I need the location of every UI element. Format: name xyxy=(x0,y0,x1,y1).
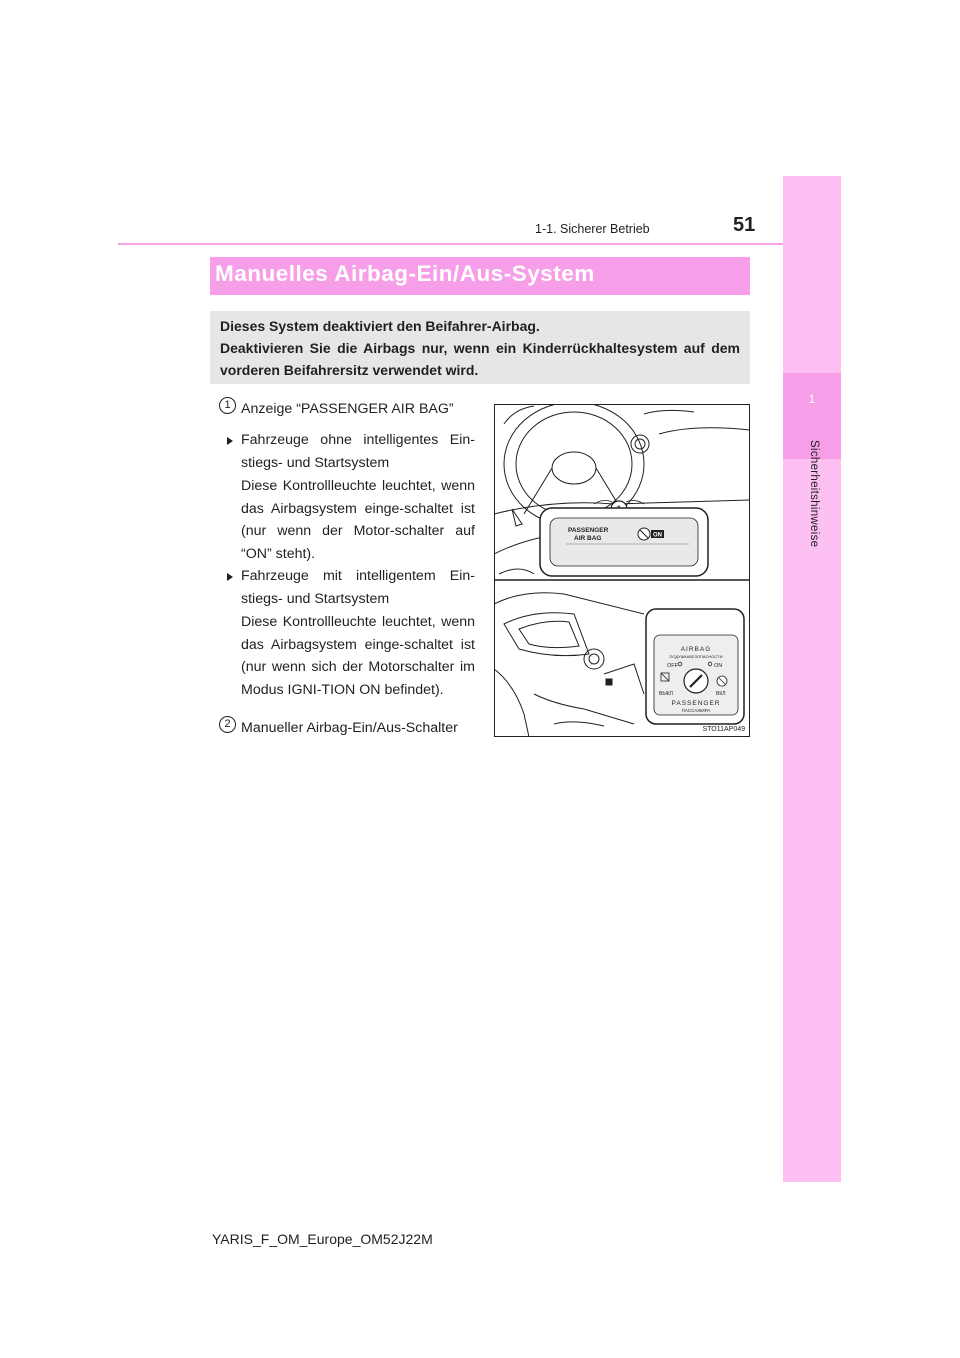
svg-text:ON: ON xyxy=(653,532,662,539)
item-2-number: 2 xyxy=(219,716,236,733)
svg-text:ВКЛ: ВКЛ xyxy=(716,691,726,697)
svg-text:OFF: OFF xyxy=(667,663,678,669)
passenger-airbag-indicator xyxy=(540,508,708,576)
svg-text:ПОДУШКАБЕЗОПАСНОСТИ: ПОДУШКАБЕЗОПАСНОСТИ xyxy=(669,654,723,659)
intro-text xyxy=(220,315,740,381)
page-title: Manuelles Airbag-Ein/Aus-System xyxy=(215,261,595,286)
airbag-manual-switch xyxy=(646,609,744,724)
svg-text:PASSENGER: PASSENGER xyxy=(671,700,721,707)
chapter-label: Sicherheitshinweise xyxy=(808,440,820,548)
item-1-sub2-heading: Fahrzeuge mit intelligentem Ein-stiegs- und Startsystem xyxy=(241,568,475,607)
item-1-sub1-text: Diese Kontrollleuchte leuchtet, wenn das Airbagsystem einge-schaltet ist (nur wenn der Motor-schalter auf “ON” steht). xyxy=(241,478,475,562)
intro-line-1: Dieses System deaktiviert den Beifahrer-Airbag. xyxy=(220,318,540,334)
item-1-sub2-text: Diese Kontrollleuchte leuchtet, wenn das Airbagsystem einge-schaltet ist (nur wenn sich der Motorschalter im Modus IGNI-TION ON befindet). xyxy=(241,614,475,698)
item-1-title: Anzeige “PASSENGER AIR BAG” xyxy=(241,401,454,417)
svg-text:PASSENGER: PASSENGER xyxy=(568,527,609,534)
svg-text:ON: ON xyxy=(714,663,723,669)
svg-text:AIRBAG: AIRBAG xyxy=(680,646,712,653)
footer-code: YARIS_F_OM_Europe_OM52J22M xyxy=(212,1231,433,1247)
bullet-triangle-icon xyxy=(227,437,233,445)
header-rule xyxy=(118,243,783,245)
page-number: 51 xyxy=(733,214,756,236)
bullet-triangle-icon xyxy=(227,573,233,581)
chapter-tab xyxy=(783,176,841,1182)
figure-code: STO11AP049 xyxy=(702,726,745,733)
svg-text:ВЫКЛ: ВЫКЛ xyxy=(659,691,673,697)
intro-line-2: Deaktivieren Sie die Airbags nur, wenn ein Kinderrückhaltesystem auf dem vorderen Beifahrersitz verwendet wird. xyxy=(220,340,740,378)
item-1-sub1-heading: Fahrzeuge ohne intelligentes Ein-stiegs- und Startsystem xyxy=(241,432,475,471)
dashboard-illustration xyxy=(494,404,750,737)
svg-text:ПАССАЖИРА: ПАССАЖИРА xyxy=(681,708,711,713)
item-1-number: 1 xyxy=(219,397,236,414)
section-title: 1-1. Sicherer Betrieb xyxy=(535,222,650,236)
chapter-number: 1 xyxy=(808,392,816,406)
svg-text:AIR BAG: AIR BAG xyxy=(574,535,602,542)
item-2-title: Manueller Airbag-Ein/Aus-Schalter xyxy=(241,720,458,736)
